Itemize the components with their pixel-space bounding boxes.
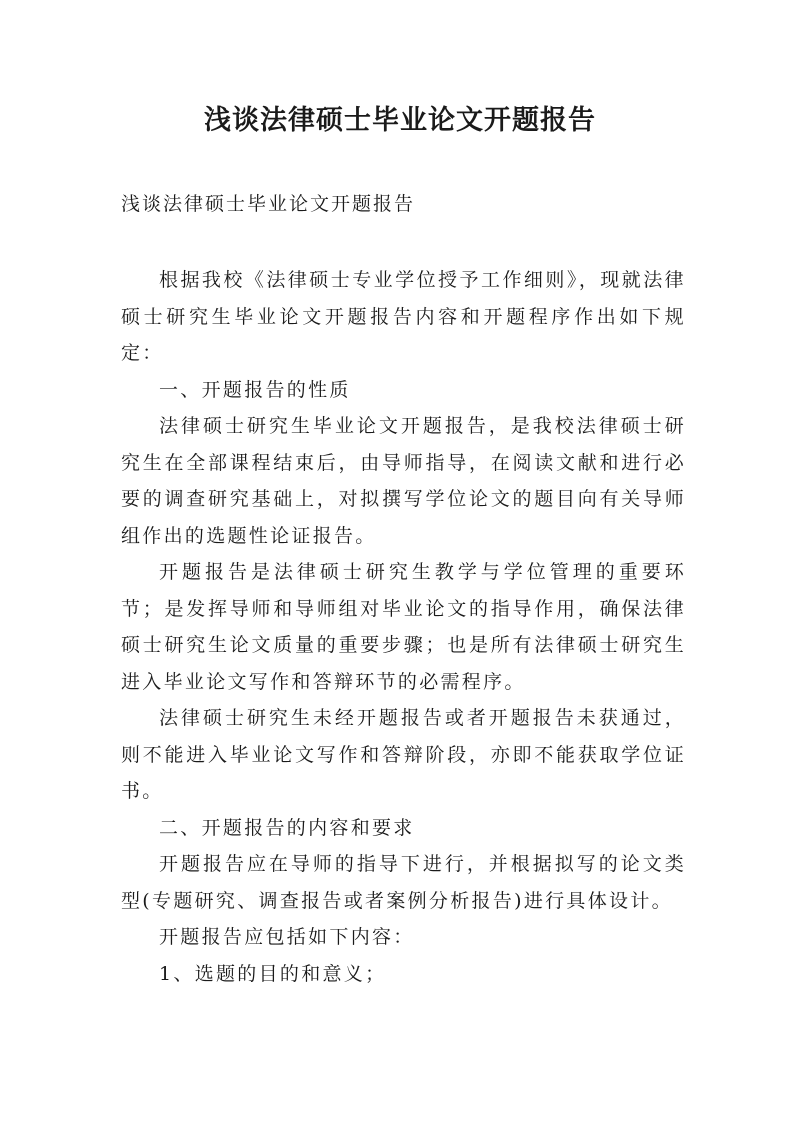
paragraph-intro: 根据我校《法律硕士专业学位授予工作细则》，现就法律硕士研究生毕业论文开题报告内容和开题程序作出如下规定： (121, 269, 686, 364)
paragraph-definition: 法律硕士研究生毕业论文开题报告，是我校法律硕士研究生在全部课程结束后，由导师指导，在阅读文献和进行必要的调查研究基础上，对拟撰写学位论文的题目向有关导师组作出的选题性论证报告。 (121, 415, 686, 547)
section-heading-content: 二、开题报告的内容和要求 (159, 816, 415, 839)
section-heading-nature: 一、开题报告的性质 (159, 378, 351, 401)
list-item-purpose: 1、选题的目的和意义； (159, 962, 387, 985)
document-body (121, 262, 686, 992)
document-title: 浅谈法律硕士毕业论文开题报告 (204, 105, 596, 136)
paragraph-guidance: 开题报告应在导师的指导下进行，并根据拟写的论文类型(专题研究、调查报告或者案例分析报告)进行具体设计。 (121, 853, 686, 912)
document-subtitle: 浅谈法律硕士毕业论文开题报告 (121, 193, 416, 215)
paragraph-importance: 开题报告是法律硕士研究生教学与学位管理的重要环节；是发挥导师和导师组对毕业论文的指导作用，确保法律硕士研究生论文质量的重要步骤；也是所有法律硕士研究生进入毕业论文写作和答辩环节的必需程序。 (121, 561, 686, 693)
paragraph-consequence: 法律硕士研究生未经开题报告或者开题报告未获通过，则不能进入毕业论文写作和答辩阶段，亦即不能获取学位证书。 (121, 707, 686, 802)
paragraph-contents-intro: 开题报告应包括如下内容： (159, 926, 415, 948)
